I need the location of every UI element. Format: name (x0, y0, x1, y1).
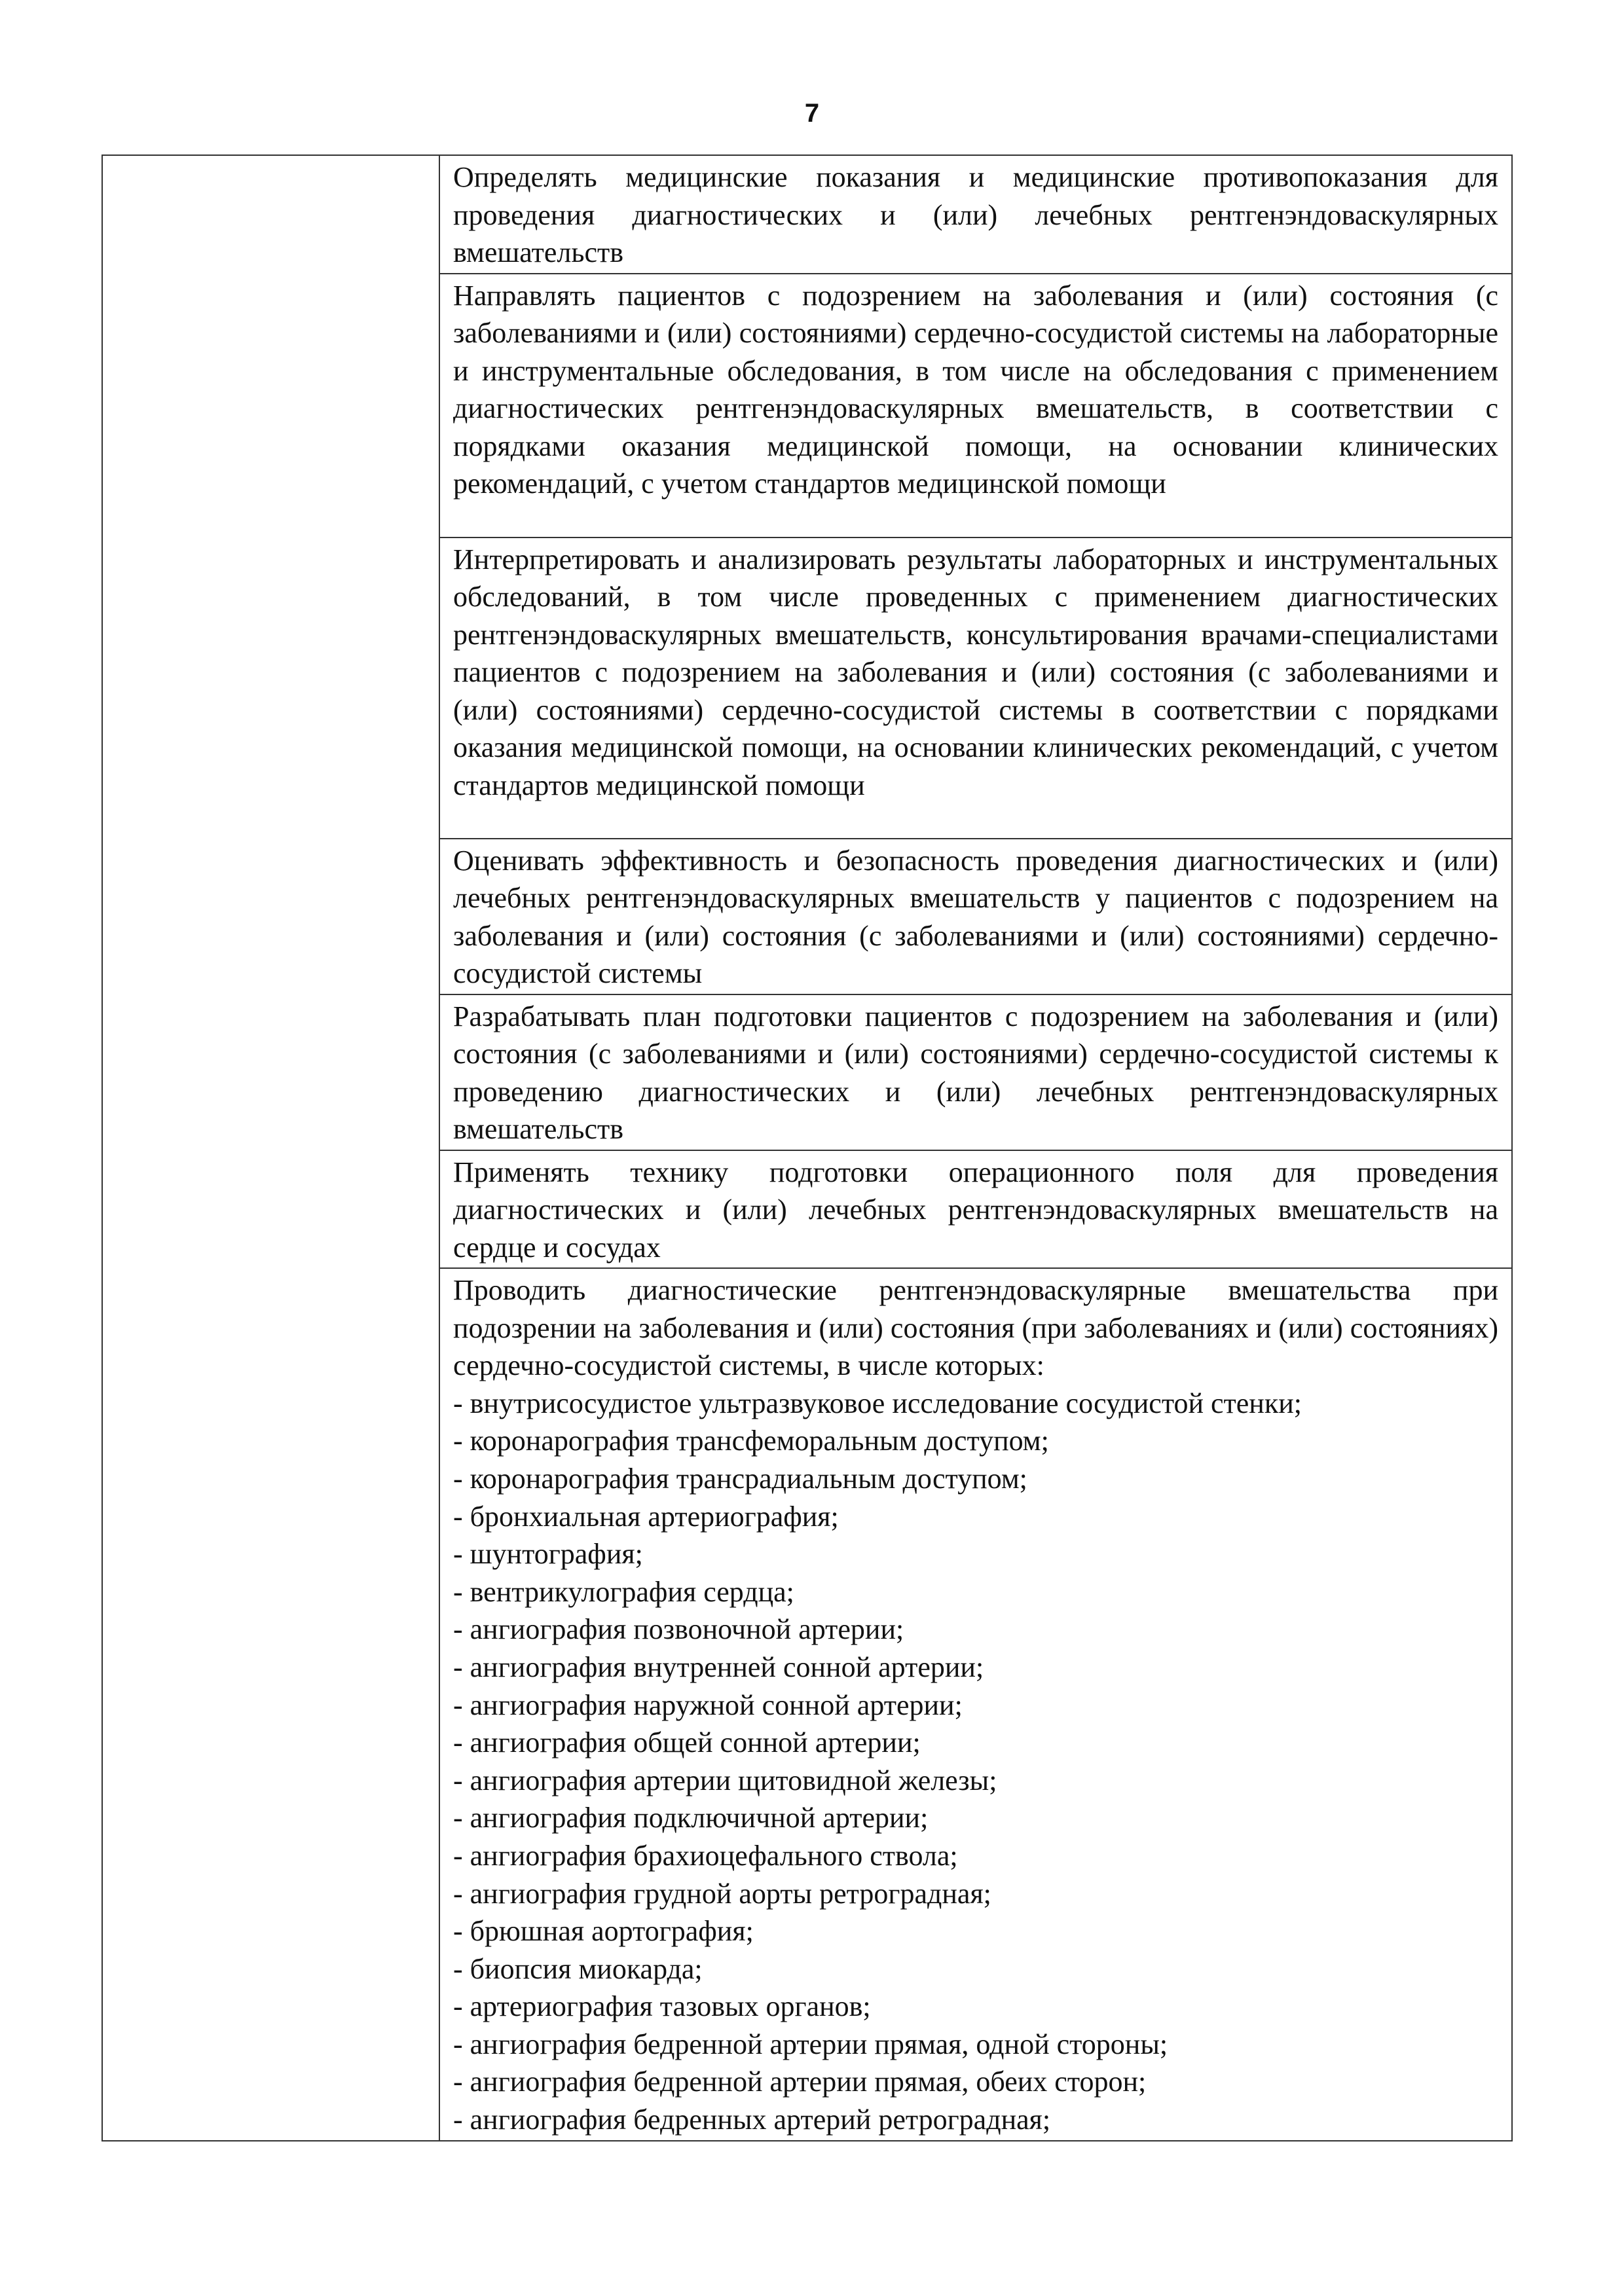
table-cell (439, 538, 1512, 839)
cell-text: Направлять пациентов с подозрением на заболевания и (или) состояния (с заболеваниями и (или) состояниями) сердечно-сосудистой системы на лабораторные и инструментальные обследования, в том числе на обследования с применением диагностических рентгенэндоваскулярных вмешательств, в соответствии с порядками оказания медицинской помощи, на основании клинических рекомендаций, с учетом стандартов медицинской помощи (453, 279, 1498, 500)
table-row (102, 155, 1512, 274)
list-item: - шунтография; (453, 1538, 643, 1571)
list-item: - ангиография наружной сонной артерии; (453, 1688, 963, 1721)
list-item: - ангиография бедренной артерии прямая, обеих сторон; (453, 2066, 1147, 2098)
list-item: - ангиография внутренней сонной артерии; (453, 1650, 984, 1683)
page-number: 7 (804, 99, 820, 128)
list-item: - ангиография артерии щитовидной железы; (453, 1764, 997, 1796)
list-item: - биопсия миокарда; (453, 1952, 703, 1985)
list-item: - ангиография общей сонной артерии; (453, 1726, 921, 1759)
cell-text: Разрабатывать план подготовки пациентов с подозрением на заболевания и (или) состояния (с заболеваниями и (или) состояниями) сердечно-сосудистой системы к проведению диагностических и (или) лечебных рентгенэндоваскулярных вмешательств (453, 1000, 1498, 1145)
procedure-list-intro: Проводить диагностические рентгенэндоваскулярные вмешательства при подозрении на заболевания и (или) состояния (при заболеваниях и (или) состояниях) сердечно-сосудистой системы, в числе которых: (453, 1274, 1498, 1382)
left-column-cell (102, 155, 439, 2141)
list-item: - ангиография подключичной артерии; (453, 1802, 929, 1834)
table-cell (439, 274, 1512, 538)
table-cell (439, 1150, 1512, 1269)
table-cell (439, 1268, 1512, 2141)
list-item: - вентрикулография сердца; (453, 1575, 794, 1608)
list-item: - ангиография позвоночной артерии; (453, 1613, 904, 1646)
list-item: - ангиография бедренных артерий ретроградная; (453, 2104, 1051, 2136)
list-item: - ангиография брахиоцефального ствола; (453, 1839, 958, 1872)
list-item: - коронарография трансфеморальным доступом; (453, 1425, 1049, 1457)
table-cell (439, 994, 1512, 1150)
cell-text: Оценивать эффективность и безопасность проведения диагностических и (или) лечебных рентгенэндоваскулярных вмешательств у пациентов с подозрением на заболевания и (или) состояния (с заболеваниями и (или) состояниями) сердечно-сосудистой системы (453, 844, 1498, 989)
list-item: - ангиография грудной аорты ретроградная; (453, 1877, 991, 1910)
cell-text: Определять медицинские показания и медицинские противопоказания для проведения диагностических и (или) лечебных рентгенэндоваскулярных вмешательств (453, 161, 1498, 268)
table-cell (439, 155, 1512, 274)
procedure-list (453, 1385, 1498, 2139)
cell-text: Интерпретировать и анализировать результаты лабораторных и инструментальных обследований, в том числе проведенных с применением диагностических рентгенэндоваскулярных вмешательств, консультирования врачами-специалистами пациентов с подозрением на заболевания и (или) состояния (с заболеваниями и (или) состояниями) сердечно-сосудистой системы в соответствии с порядками оказания медицинской помощи, на основании клинических рекомендаций, с учетом стандартов медицинской помощи (453, 543, 1498, 801)
list-item: - брюшная аортография; (453, 1915, 754, 1948)
list-item: - артериография тазовых органов; (453, 1990, 871, 2023)
procedure-list-cell (440, 1269, 1511, 2140)
competency-table (101, 155, 1513, 2141)
list-item: - коронарография трансрадиальным доступом; (453, 1462, 1027, 1495)
cell-text: Применять технику подготовки операционного поля для проведения диагностических и (или) лечебных рентгенэндоваскулярных вмешательств на сердце и сосудах (453, 1156, 1498, 1264)
list-item: - ангиография бедренной артерии прямая, одной стороны; (453, 2028, 1168, 2060)
list-item: - внутрисосудистое ультразвуковое исследование сосудистой стенки; (453, 1387, 1302, 1419)
table-cell (439, 839, 1512, 994)
list-item: - бронхиальная артериография; (453, 1500, 839, 1533)
